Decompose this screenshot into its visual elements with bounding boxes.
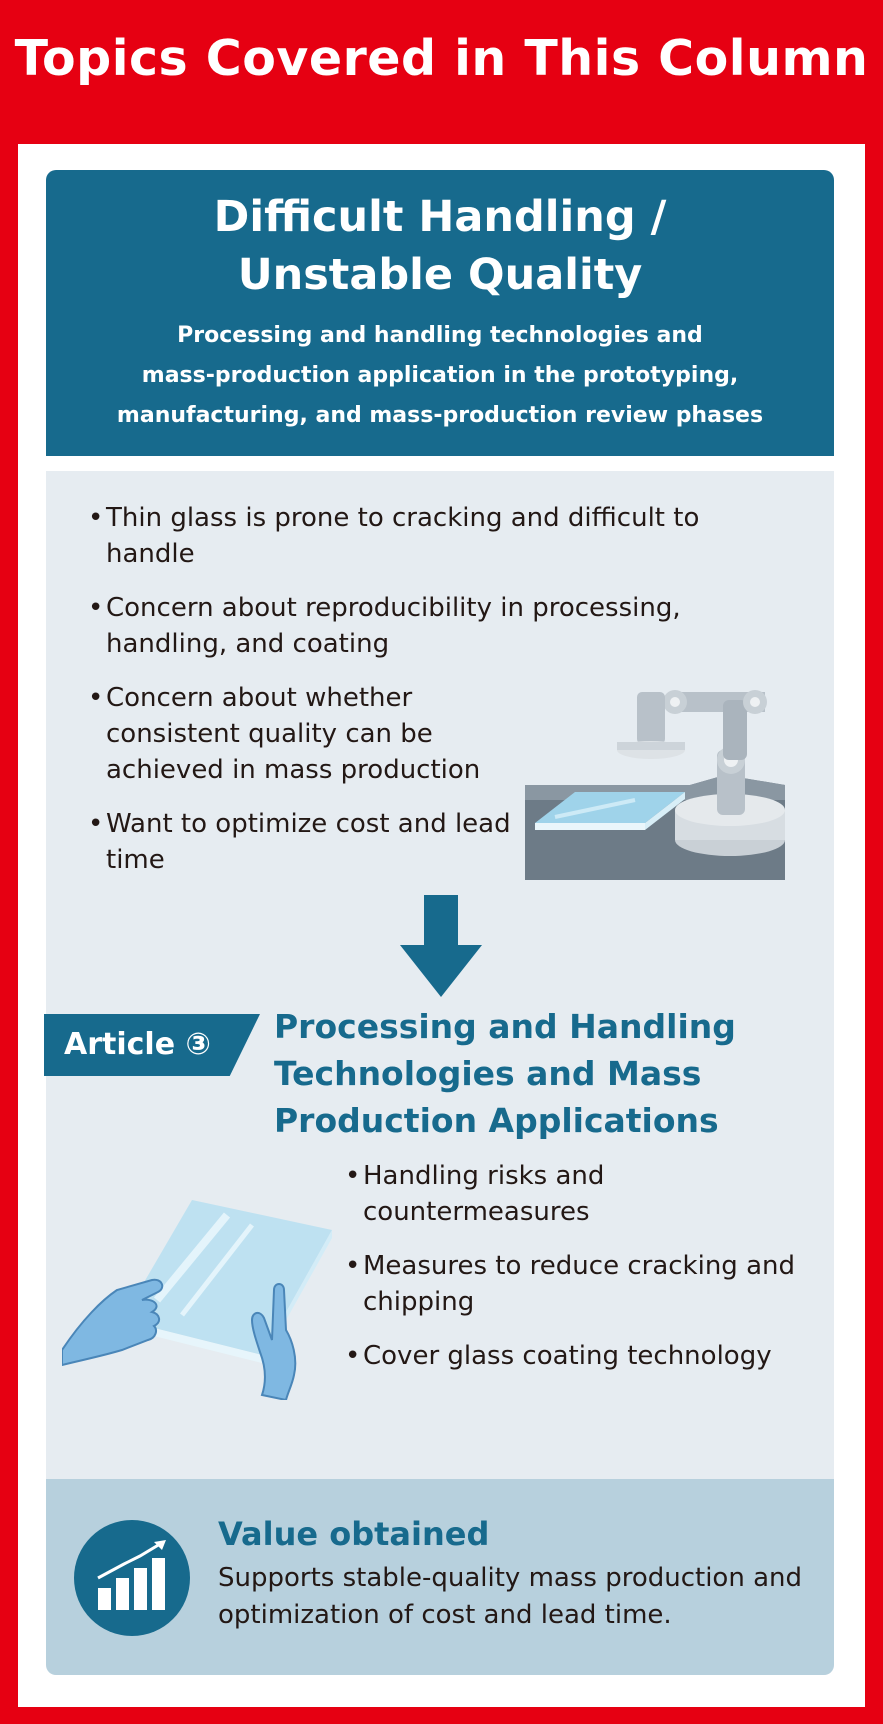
article-title-line-3: Production Applications	[274, 1101, 719, 1140]
page-title: Topics Covered in This Column	[14, 30, 869, 87]
article-point: • Measures to reduce cracking and chipping	[345, 1248, 815, 1320]
concern-item: • Thin glass is prone to cracking and difficult to handle	[88, 500, 768, 572]
article-title-line-1: Processing and Handling	[274, 1007, 736, 1046]
problem-subtitle-line-3: manufacturing, and mass-production review phases	[116, 403, 764, 428]
concern-item: • Want to optimize cost and lead time	[88, 806, 521, 878]
concern-item: • Concern about reproducibility in processing, handling, and coating	[88, 590, 768, 662]
problem-title-line-1: Difficult Handling /	[213, 192, 667, 242]
gloved-hands-holding-glass-illustration	[62, 1180, 342, 1400]
value-text: Supports stable-quality mass production and optimization of cost and lead time.	[218, 1563, 802, 1630]
bar-chart-growth-icon	[74, 1520, 190, 1636]
article-title	[274, 1003, 834, 1144]
problem-subtitle	[46, 316, 834, 436]
robot-arm-illustration	[525, 680, 785, 880]
article-points-list	[345, 1158, 815, 1392]
problem-subtitle-line-1: Processing and handling technologies and	[177, 323, 703, 348]
problem-title-line-2: Unstable Quality	[237, 250, 643, 300]
concern-item: • Concern about whether consistent quality can be achieved in mass production	[88, 680, 521, 788]
article-title-line-2: Technologies and Mass	[274, 1054, 702, 1093]
article-point: • Handling risks and countermeasures	[345, 1158, 815, 1230]
problem-title	[46, 188, 834, 304]
problem-subtitle-line-2: mass-production application in the prototyping,	[141, 363, 739, 388]
article-point: • Cover glass coating technology	[345, 1338, 815, 1374]
value-title: Value obtained	[218, 1515, 490, 1553]
problem-header	[46, 170, 834, 456]
down-arrow-icon	[400, 895, 482, 997]
article-tag: Article ③	[64, 1027, 211, 1062]
